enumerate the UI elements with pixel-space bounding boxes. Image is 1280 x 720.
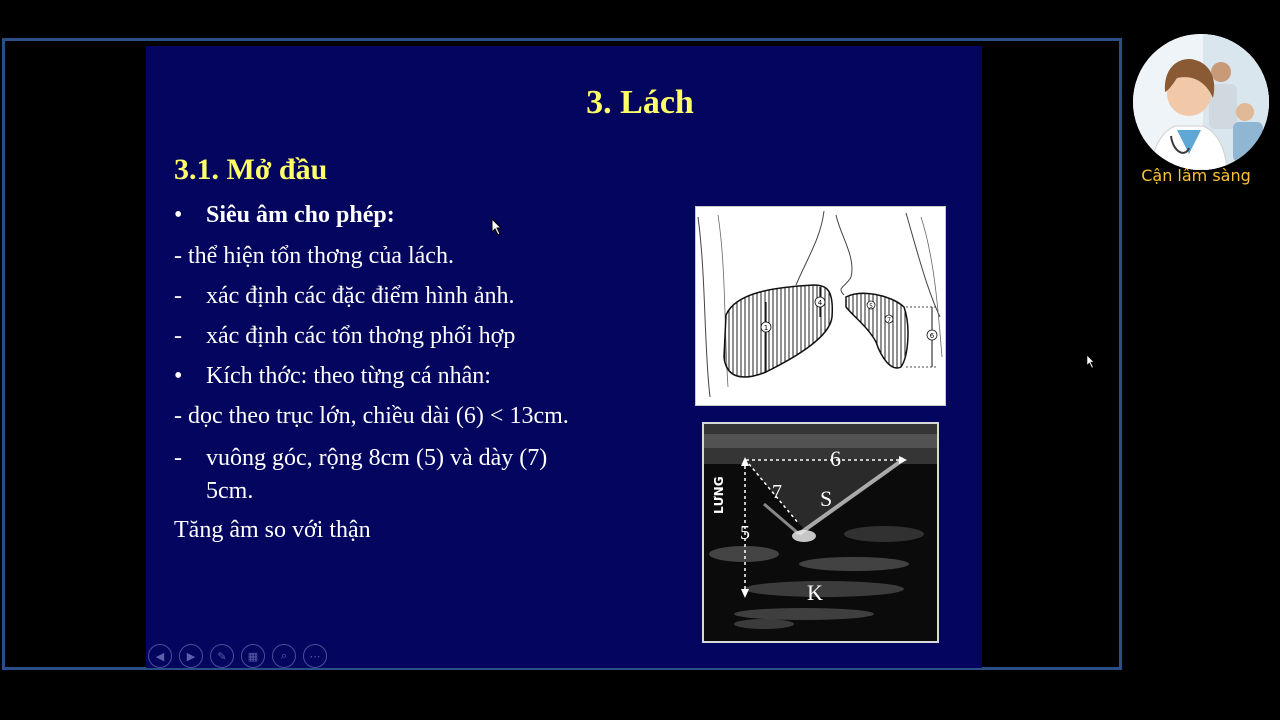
slide-grid-button[interactable] bbox=[241, 644, 265, 668]
bullet-text: vuông góc, rộng 8cm (5) và dày (7) bbox=[206, 445, 548, 471]
next-slide-button[interactable] bbox=[179, 644, 203, 668]
bullet-line bbox=[174, 243, 454, 270]
more-options-button[interactable] bbox=[303, 644, 327, 668]
bullet-text: - thể hiện tổn thơng của lách. bbox=[174, 243, 454, 269]
bullet-text: Kích thớc: theo từng cá nhân: bbox=[206, 363, 491, 389]
grid-icon: ▦ bbox=[247, 649, 259, 663]
slide-title: 3. Lách bbox=[586, 84, 694, 121]
ellipsis-icon: ⋯ bbox=[309, 649, 321, 663]
diagram-label: 7 bbox=[887, 317, 891, 324]
pen-icon: ✎ bbox=[217, 649, 227, 663]
ultrasound-side-label: LƯNG bbox=[712, 476, 726, 514]
channel-avatar[interactable] bbox=[1133, 34, 1269, 170]
bullet-text: Siêu âm cho phép: bbox=[206, 202, 395, 228]
bullet-marker: - bbox=[174, 283, 182, 309]
diagram-label: 5 bbox=[869, 303, 873, 310]
bullet-line bbox=[174, 202, 395, 229]
bullet-marker: - bbox=[174, 323, 182, 349]
magnifier-icon: ⌕ bbox=[280, 649, 288, 662]
diagram-drawing bbox=[696, 207, 945, 405]
slide-subtitle: 3.1. Mở đầu bbox=[174, 153, 328, 186]
avatar-illustration bbox=[1133, 34, 1269, 170]
bullet-text: Tăng âm so với thận bbox=[174, 517, 371, 543]
ultrasound-label: 7 bbox=[772, 481, 782, 503]
spleen-kidney-diagram bbox=[695, 206, 946, 406]
bullet-text: - dọc theo trục lớn, chiều dài (6) < 13cm. bbox=[174, 403, 569, 429]
bullet-line bbox=[174, 283, 515, 310]
bullet-line bbox=[174, 403, 569, 430]
bullet-text: xác định các tổn thơng phối hợp bbox=[206, 323, 516, 349]
mouse-cursor-icon bbox=[1086, 354, 1096, 369]
ultrasound-label: S bbox=[820, 486, 833, 511]
bullet-marker: - bbox=[174, 445, 182, 471]
diagram-label: 4 bbox=[817, 299, 823, 307]
previous-icon: ◀ bbox=[155, 649, 165, 663]
bullet-marker: • bbox=[174, 363, 183, 389]
ultrasound-label: 5 bbox=[740, 522, 750, 544]
next-icon: ▶ bbox=[186, 649, 196, 663]
ultrasound-drawing bbox=[704, 424, 937, 641]
mouse-cursor-icon bbox=[491, 218, 503, 236]
bullet-text: xác định các đặc điểm hình ảnh. bbox=[206, 283, 515, 309]
bullet-line bbox=[206, 478, 253, 505]
pen-tool-button[interactable] bbox=[210, 644, 234, 668]
zoom-button[interactable] bbox=[272, 644, 296, 668]
bullet-line bbox=[174, 323, 515, 350]
bullet-line bbox=[174, 517, 371, 544]
ultrasound-label: 6 bbox=[830, 446, 841, 471]
bullet-marker: • bbox=[174, 202, 183, 228]
channel-name: Cận lâm sàng bbox=[1141, 166, 1251, 185]
slideshow-toolbar bbox=[148, 644, 327, 670]
bullet-line bbox=[174, 445, 547, 472]
diagram-label: 1 bbox=[763, 324, 769, 332]
previous-slide-button[interactable] bbox=[148, 644, 172, 668]
diagram-label: 6 bbox=[929, 332, 935, 340]
ultrasound-image bbox=[702, 422, 939, 643]
bullet-line bbox=[174, 363, 491, 390]
bullet-text: 5cm. bbox=[206, 478, 254, 504]
ultrasound-label: K bbox=[807, 580, 823, 605]
